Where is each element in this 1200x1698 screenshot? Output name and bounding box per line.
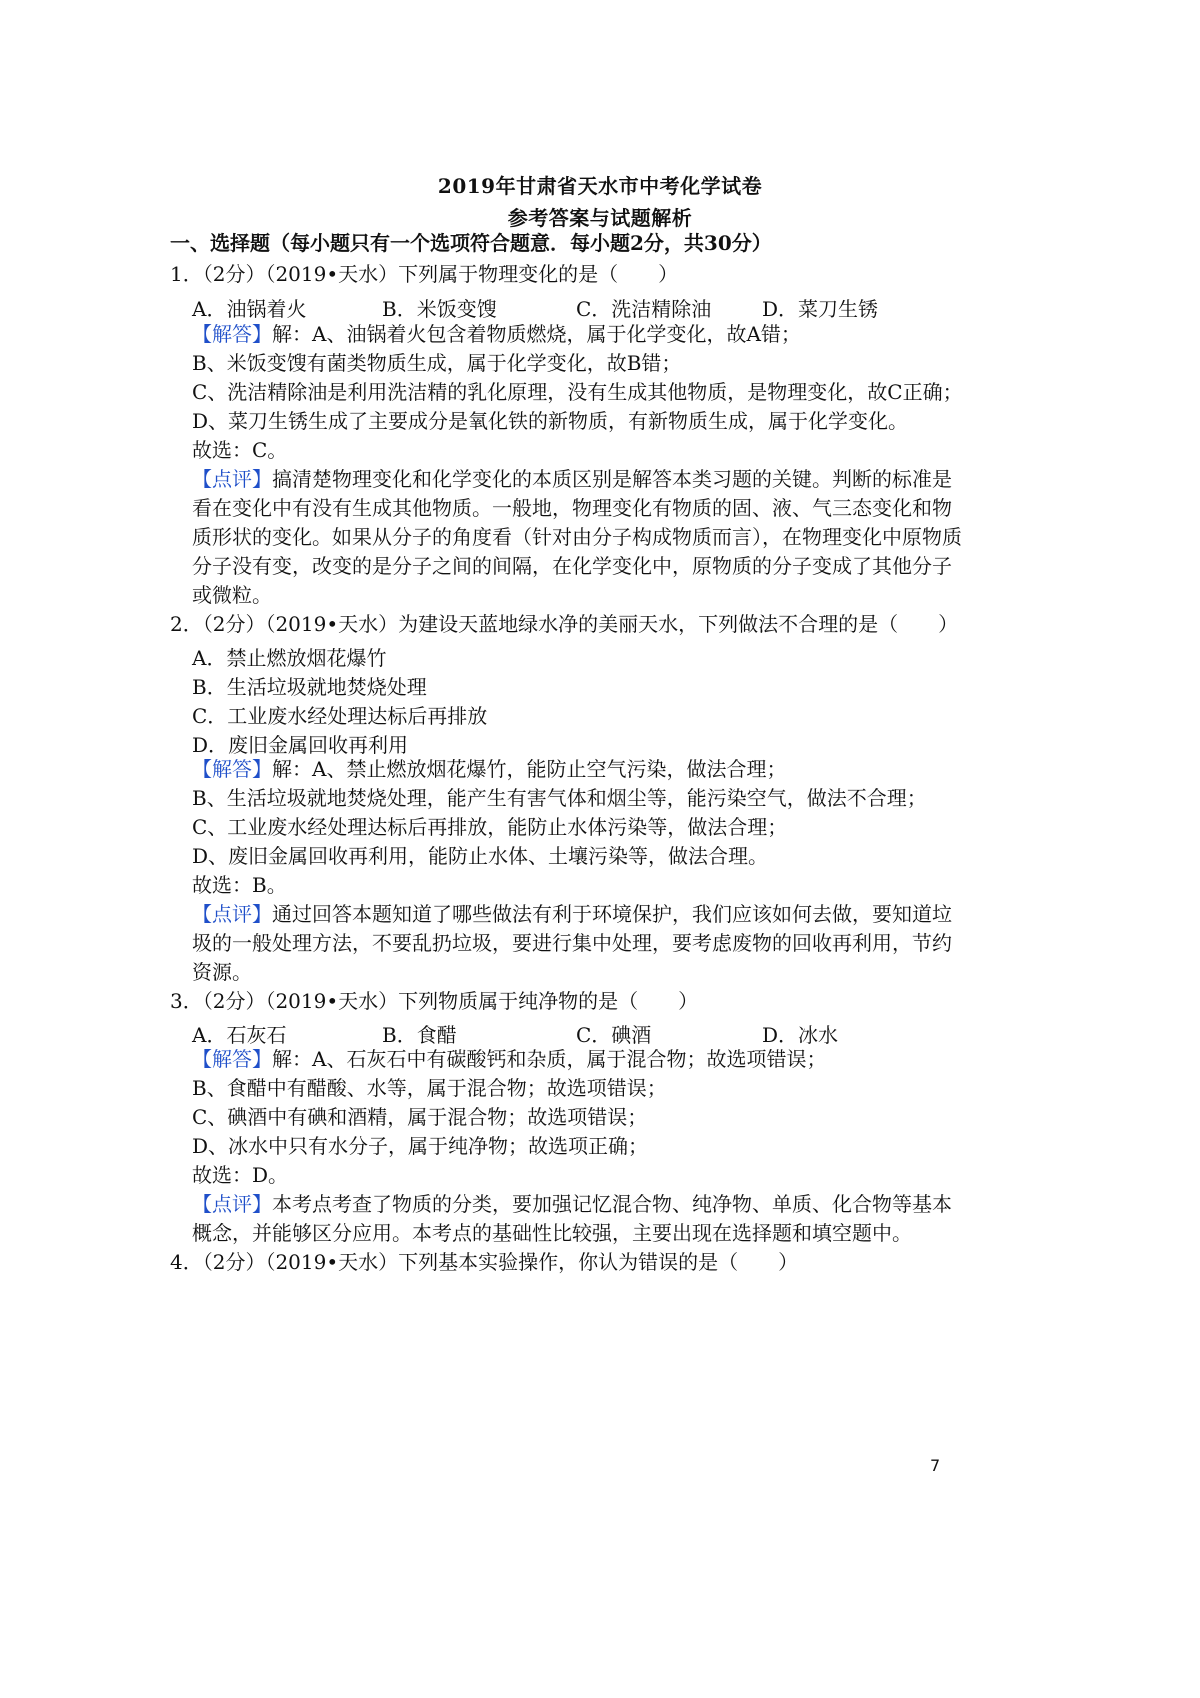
- question-1-comment-line: 看在变化中有没有生成其他物质。一般地，物理变化有物质的固、液、气三态变化和物: [192, 496, 952, 520]
- question-1-option-b: B．米饭变馊: [382, 297, 497, 321]
- question-3-option-c: C．碘酒: [576, 1023, 652, 1047]
- question-3-answer-line: 【解答】解：A、石灰石中有碳酸钙和杂质，属于混合物；故选项错误；: [192, 1047, 827, 1071]
- question-3-stem: 3．（2分）（2019•天水）下列物质属于纯净物的是（ ）: [170, 989, 699, 1013]
- question-2-comment-line: 圾的一般处理方法，不要乱扔垃圾，要进行集中处理，要考虑废物的回收再利用，节约: [192, 931, 952, 955]
- question-1-answer-line: C、洗洁精除油是利用洗洁精的乳化原理，没有生成其他物质，是物理变化，故C正确；: [192, 380, 963, 404]
- question-2-answer-line: 【解答】解：A、禁止燃放烟花爆竹，能防止空气污染，做法合理；: [192, 757, 787, 781]
- question-3-option-d: D．冰水: [762, 1023, 839, 1047]
- question-1-answer-line: D、菜刀生锈生成了主要成分是氧化铁的新物质，有新物质生成，属于化学变化。: [192, 409, 909, 433]
- question-1-option-c: C．洗洁精除油: [576, 297, 712, 321]
- document-subtitle: 参考答案与试题解析: [507, 206, 693, 230]
- question-1-comment-line: 分子没有变，改变的是分子之间的间隔，在化学变化中，原物质的分子变成了其他分子: [192, 554, 952, 578]
- answer-tag: 【解答】: [192, 1047, 272, 1071]
- page-number: 7: [930, 1456, 941, 1475]
- question-2-stem: 2．（2分）（2019•天水）为建设天蓝地绿水净的美丽天水，下列做法不合理的是（ ）: [170, 612, 959, 636]
- question-3-comment-line: 概念，并能够区分应用。本考点的基础性比较强，主要出现在选择题和填空题中。: [192, 1221, 912, 1245]
- question-2-option-d: D．废旧金属回收再利用: [192, 733, 409, 757]
- question-1-comment-line: 或微粒。: [192, 583, 272, 607]
- answer-tag: 【解答】: [192, 322, 272, 346]
- section-heading: 一、选择题（每小题只有一个选项符合题意．每小题2分，共30分）: [170, 231, 772, 255]
- question-3-answer-line: D、冰水中只有水分子，属于纯净物；故选项正确；: [192, 1134, 649, 1158]
- question-2-option-c: C．工业废水经处理达标后再排放: [192, 704, 488, 728]
- question-3-answer-line: C、碘酒中有碘和酒精，属于混合物；故选项错误；: [192, 1105, 648, 1129]
- question-2-answer-choice: 故选：B。: [192, 873, 287, 897]
- question-3-option-a: A．石灰石: [192, 1023, 287, 1047]
- answer-tag: 【解答】: [192, 757, 272, 781]
- question-1-option-a: A．油锅着火: [192, 297, 307, 321]
- question-2-option-a: A．禁止燃放烟花爆竹: [192, 646, 387, 670]
- question-3-option-b: B．食醋: [382, 1023, 457, 1047]
- question-1-comment-line: 【点评】搞清楚物理变化和化学变化的本质区别是解答本类习题的关键。判断的标准是: [192, 467, 952, 491]
- question-3-comment-line: 【点评】本考点考查了物质的分类，要加强记忆混合物、纯净物、单质、化合物等基本: [192, 1192, 952, 1216]
- comment-tag: 【点评】: [192, 467, 272, 491]
- question-4-stem: 4．（2分）（2019•天水）下列基本实验操作，你认为错误的是（ ）: [170, 1250, 799, 1274]
- question-2-comment-line: 资源。: [192, 960, 252, 984]
- question-3-answer-choice: 故选：D。: [192, 1163, 289, 1187]
- question-1-answer-line: B、米饭变馊有菌类物质生成，属于化学变化，故B错；: [192, 351, 682, 375]
- comment-tag: 【点评】: [192, 902, 272, 926]
- question-3-answer-line: B、食醋中有醋酸、水等，属于混合物；故选项错误；: [192, 1076, 667, 1100]
- comment-tag: 【点评】: [192, 1192, 272, 1216]
- question-2-comment-line: 【点评】通过回答本题知道了哪些做法有利于环境保护，我们应该如何去做，要知道垃: [192, 902, 952, 926]
- question-1-option-d: D．菜刀生锈: [762, 297, 879, 321]
- question-1-stem: 1．（2分）（2019•天水）下列属于物理变化的是（ ）: [170, 262, 679, 286]
- question-2-answer-line: D、废旧金属回收再利用，能防止水体、土壤污染等，做法合理。: [192, 844, 769, 868]
- question-1-answer-line: 【解答】解：A、油锅着火包含着物质燃烧，属于化学变化，故A错；: [192, 322, 801, 346]
- document-title: 2019年甘肃省天水市中考化学试卷: [437, 174, 763, 198]
- question-1-answer-choice: 故选：C。: [192, 438, 288, 462]
- question-2-answer-line: B、生活垃圾就地焚烧处理，能产生有害气体和烟尘等，能污染空气，做法不合理；: [192, 786, 927, 810]
- question-2-answer-line: C、工业废水经处理达标后再排放，能防止水体污染等，做法合理；: [192, 815, 788, 839]
- question-1-comment-line: 质形状的变化。如果从分子的角度看（针对由分子构成物质而言），在物理变化中原物质: [192, 525, 962, 549]
- question-2-option-b: B．生活垃圾就地焚烧处理: [192, 675, 427, 699]
